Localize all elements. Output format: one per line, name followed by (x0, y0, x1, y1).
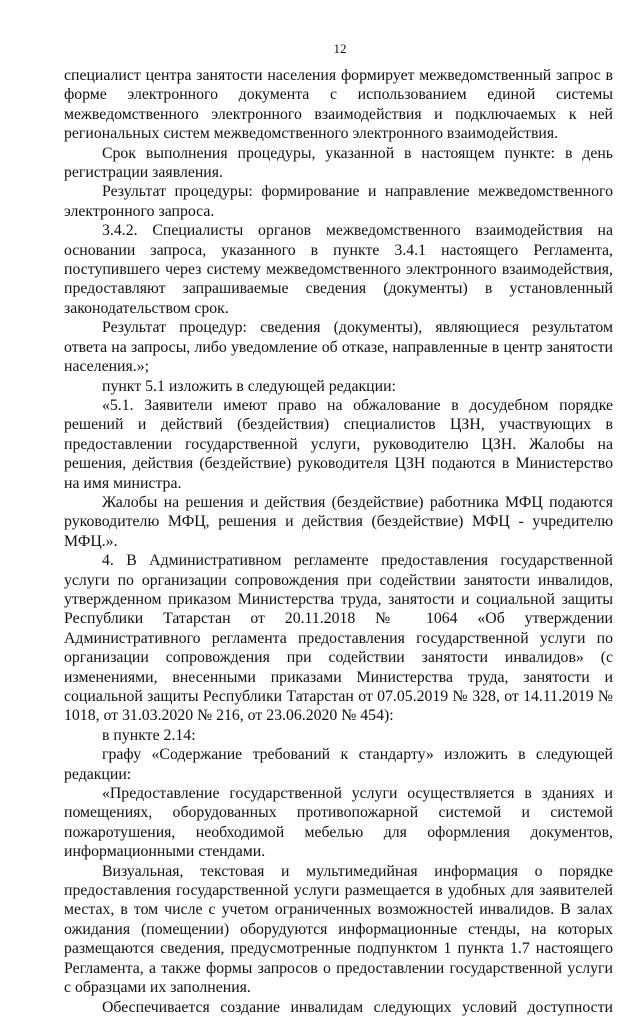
paragraph-6: пункт 5.1 изложить в следующей редакции: (102, 377, 396, 395)
paragraph-3: Результат процедуры: формирование и направление межведомственного электронного запроса. (64, 183, 613, 220)
paragraph-10: в пункте 2.14: (102, 726, 196, 744)
paragraph-4: 3.4.2. Специалисты органов межведомственного взаимодействия на основании запроса, указанного в пункте 3.4.1 настоящего Регламента, поступившего через систему межведомственного электронного взаимодействия, предоставляют запрашиваемые сведения (документы) в установленный законодательством срок. (64, 222, 613, 317)
paragraph-7: «5.1. Заявители имеют право на обжалование в досудебном порядке решений и действий (бездействия) специалистов ЦЗН, участвующих в предоставлении государственной услуги, руководителю ЦЗН. Жалобы на решения, действия (бездействие) руководителя ЦЗН подаются в Министерство на имя министра. (64, 396, 613, 492)
paragraph-13: Визуальная, текстовая и мультимедийная информация о порядке предоставления государственной услуги размещается в удобных для заявителей местах, в том числе с учетом ограниченных возможностей инвалидов. В залах ожидания (помещении) оборудуются информационные стенды, на которых размещаются сведения, предусмотренные подпунктом 1 пункта 1.7 настоящего Регламента, а также формы запросов о предоставлении государственной услуги с образцами их заполнения. (64, 862, 613, 997)
paragraph-8: Жалобы на решения и действия (бездействие) работника МФЦ подаются руководителю МФЦ, решения и действия (бездействие) МФЦ - учредителю МФЦ.». (64, 493, 613, 550)
page-number: 12 (333, 41, 347, 56)
paragraph-2: Срок выполнения процедуры, указанной в настоящем пункте: в день регистрации заявления. (64, 144, 613, 182)
paragraph-9: 4. В Административном регламенте предоставления государственной услуги по организации сопровождения при содействии занятости инвалидов, утвержденном приказом Министерства труда, занятости и социальной защиты Республики Татарстан от 20.11.2018 № 1064 «Об утверждении Административного регламента предоставления государственной услуги по организации сопровождения при содействии занятости инвалидов» (с изменениями, внесенными приказами Министерства труда, занятости и социальной защиты Республики Татарстан от 07.05.2019 № 328, от 14.11.2019 № 1018, от 31.03.2020 № 216, от 23.06.2020 № 454): (64, 552, 613, 725)
paragraph-12: «Предоставление государственной услуги осуществляется в зданиях и помещениях, оборудованных противопожарной системой и системой пожаротушения, необходимой мебелью для оформления документов, информационными стендами. (64, 785, 613, 861)
paragraph-1: специалист центра занятости населения формирует межведомственный запрос в форме электронного документа с использованием единой системы межведомственного электронного взаимодействия и подключаемых к ней региональных систем межведомственного электронного взаимодействия. (64, 67, 613, 143)
document-body (64, 66, 613, 1017)
paragraph-11: графу «Содержание требований к стандарту» изложить в следующей редакции: (64, 746, 613, 783)
paragraph-5: Результат процедур: сведения (документы), являющиеся результатом ответа на запросы, либо уведомление об отказе, направленные в центр занятости населения.»; (64, 319, 613, 376)
paragraph-14: Обеспечивается создание инвалидам следующих условий доступности (102, 998, 613, 1016)
